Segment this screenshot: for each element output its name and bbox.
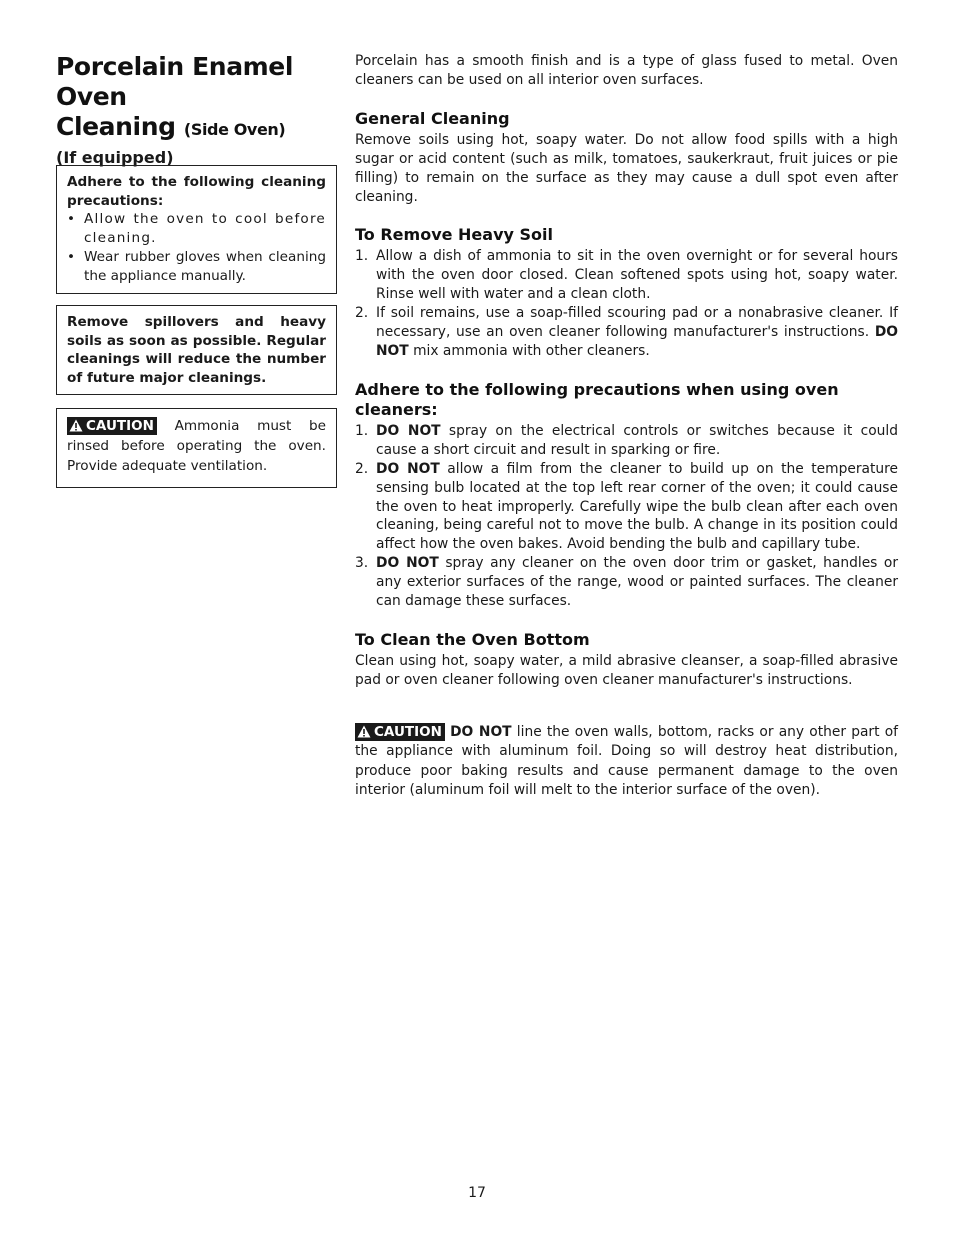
spillover-note-box — [56, 305, 337, 395]
general-cleaning-heading: General Cleaning — [355, 108, 510, 128]
heavy-soil-heading: To Remove Heavy Soil — [355, 225, 553, 245]
title-line-1: Porcelain Enamel Oven — [56, 52, 294, 111]
right-column — [355, 52, 898, 801]
ammonia-caution-box — [56, 408, 337, 488]
heavy-soil-list — [355, 247, 898, 360]
warning-triangle-icon — [357, 725, 371, 738]
caution-badge: CAUTION — [67, 417, 157, 435]
foil-caution-paragraph: CAUTION DO NOT line the oven walls, bottom, racks or any other part of the appliance with aluminum foil. Doing so will destroy heat distribution, produce poor baking results and cause permanent damage to the oven interior (aluminum foil will melt to the interior surface of the oven). — [355, 723, 899, 799]
ammonia-caution-text: CAUTION Ammonia must be rinsed before operating the oven. Provide adequate ventilation. — [67, 418, 326, 474]
cleaning-precautions-box — [56, 165, 337, 294]
bullet-icon: • — [67, 211, 76, 228]
oven-cleaner-precautions-heading: Adhere to the following precautions when using oven cleaners: — [355, 379, 839, 419]
bullet-icon: • — [67, 248, 76, 265]
list-item: 1. Allow a dish of ammonia to sit in the oven overnight or for several hours with the oven door closed. Clean softened spots using hot, soapy water. Rinse well with water and a clean cloth. — [355, 248, 898, 303]
page-title — [56, 52, 337, 145]
list-item: 1. DO NOT spray on the electrical controls or switches because it could cause a short circuit and result in sparking or fire. — [355, 422, 899, 458]
precautions-list — [67, 210, 326, 285]
list-item: • Wear rubber gloves when cleaning the appliance manually. — [67, 248, 326, 284]
oven-cleaner-precautions-section — [355, 380, 898, 611]
left-column — [56, 52, 337, 474]
spillover-note-text: Remove spillovers and heavy soils as soon as possible. Regular cleanings will reduce the number of future major cleanings. — [67, 314, 326, 387]
general-cleaning-text: Remove soils using hot, soapy water. Do not allow food spills with a high sugar or acid content (such as milk, tomatoes, saukerkraut, fruit juices or pie filling) to remain on the surface as they may cause a dull spot even after cleaning. — [355, 131, 898, 205]
oven-cleaner-precautions-list — [355, 422, 898, 611]
title-line-2: Cleaning — [56, 112, 176, 141]
general-cleaning-section — [355, 109, 898, 207]
heavy-soil-section — [355, 225, 898, 360]
intro-paragraph: Porcelain has a smooth finish and is a type of glass fused to metal. Oven cleaners can be used on all interior oven surfaces. — [355, 53, 898, 88]
page-number: 17 — [468, 1185, 486, 1201]
oven-bottom-text: Clean using hot, soapy water, a mild abrasive cleanser, a soap-filled abrasive pad or oven cleaner following oven cleaner manufacturer's instructions. — [355, 652, 898, 688]
title-if-equipped: (If equipped) — [56, 148, 174, 167]
oven-bottom-heading: To Clean the Oven Bottom — [355, 629, 590, 649]
caution-badge: CAUTION — [355, 723, 445, 741]
oven-bottom-section — [355, 630, 898, 690]
title-side-oven: (Side Oven) — [183, 120, 286, 139]
precautions-heading: Adhere to the following cleaning precautions: — [67, 174, 326, 209]
list-item: 3. DO NOT spray any cleaner on the oven door trim or gasket, handles or any exterior surfaces of the range, wood or painted surfaces. The cleaner can damage these surfaces. — [355, 555, 899, 610]
list-item: • Allow the oven to cool before cleaning. — [67, 211, 326, 247]
list-item: 2. If soil remains, use a soap-filled scouring pad or a nonabrasive cleaner. If necessary, use an oven cleaner following manufacturer's instructions. DO NOT mix ammonia with other cleaners. — [355, 305, 898, 359]
warning-triangle-icon — [69, 419, 83, 432]
list-item: 2. DO NOT allow a film from the cleaner to build up on the temperature sensing bulb located at the top left rear corner of the oven; it could cause the oven to heat improperly. Carefully wipe the bulb clean after each oven cleaning, being careful not to move the bulb. A change in its position could affect how the oven bakes. Avoid bending the bulb and capillary tube. — [355, 460, 898, 553]
